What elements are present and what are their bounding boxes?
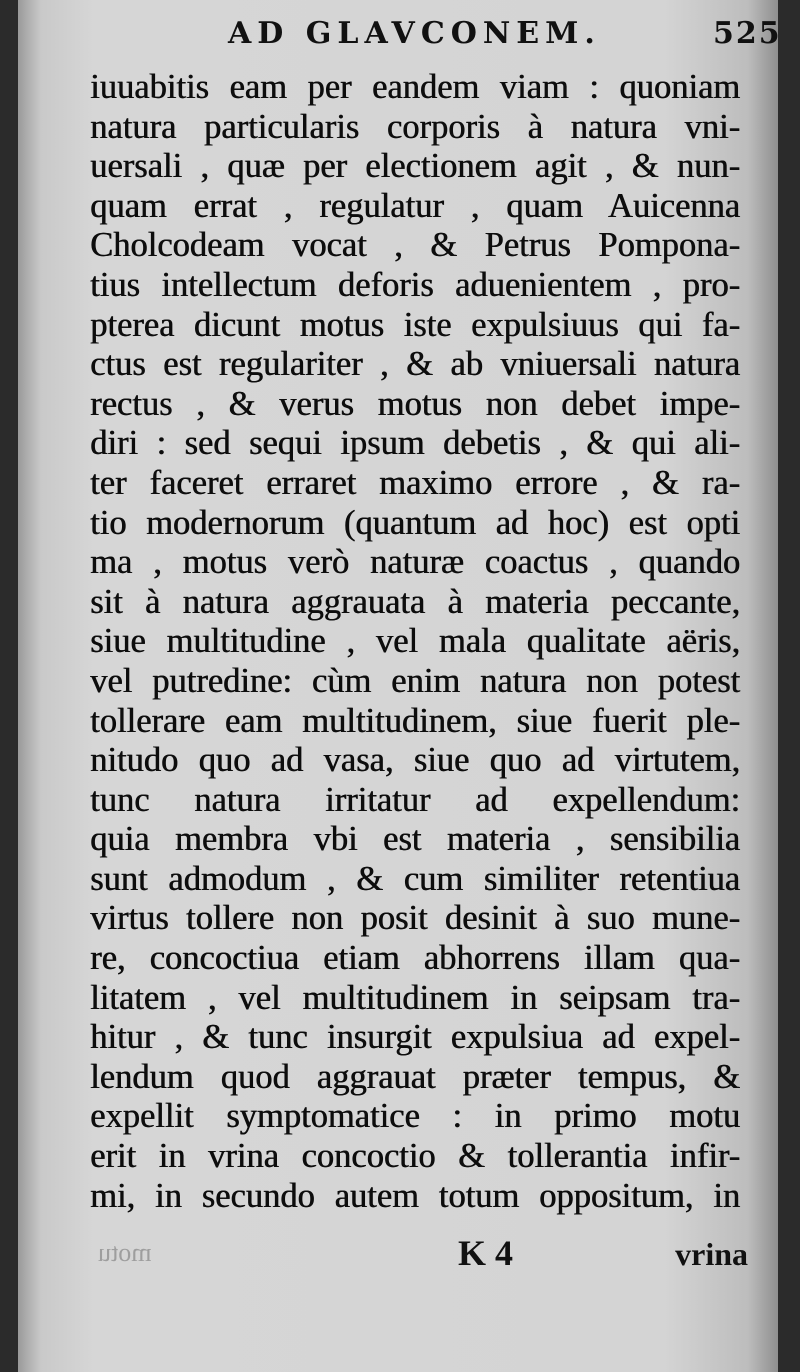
text-line: lendum quod aggrauat præter tempus, &	[90, 1057, 740, 1096]
text-line: quam errat , regulatur , quam Auicenna	[90, 186, 740, 225]
text-line: tio modernorum (quantum ad hoc) est opti	[90, 503, 740, 542]
text-line: sit à natura aggrauata à materia peccante,	[90, 582, 740, 621]
text-line: Cholcodeam vocat , & Petrus Pompona-	[90, 226, 740, 265]
text-line: mi, in secundo autem totum oppositum, in	[90, 1176, 740, 1215]
text-line: siue multitudine , vel mala qualitate aëris,	[90, 622, 740, 661]
text-line: tollerare eam multitudinem, siue fuerit ple-	[90, 701, 740, 740]
text-line: ctus est regulariter , & ab vniuersali natura	[90, 345, 740, 384]
text-line: erit in vrina concoctio & tollerantia infir-	[90, 1137, 740, 1176]
page-footer	[98, 1232, 748, 1282]
text-line: nitudo quo ad vasa, siue quo ad virtutem,	[90, 741, 740, 780]
text-line: virtus tollere non posit desinit à suo mune-	[90, 899, 740, 938]
signature-mark: K 4	[458, 1233, 514, 1273]
book-page	[18, 0, 782, 1372]
text-line: rectus , & verus motus non debet impe-	[90, 384, 740, 423]
page-number: 525	[713, 16, 782, 51]
text-line: ter faceret erraret maximo errore , & ra-	[90, 463, 740, 502]
text-line: quia membra vbi est materia , sensibilia	[90, 820, 740, 859]
text-line: expellit symptomatice : in primo motu	[90, 1097, 740, 1136]
text-line: iuuabitis eam per eandem viam : quoniam	[90, 68, 740, 106]
text-line: vel putredine: cùm enim natura non potest	[90, 661, 740, 700]
running-head: AD GLAVCONEM.	[228, 16, 601, 51]
text-line: natura particularis corporis à natura vni-	[90, 107, 740, 146]
text-line: sunt admodum , & cum similiter retentiua	[90, 859, 740, 898]
bleed-through-text: motu	[98, 1238, 152, 1267]
text-line: litatem , vel multitudinem in seipsam tra-	[90, 978, 740, 1017]
text-line: tunc natura irritatur ad expellendum:	[90, 780, 740, 819]
text-line: uersali , quæ per electionem agit , & nun-	[90, 147, 740, 186]
body-text	[90, 68, 740, 1216]
text-line: re, concoctiua etiam abhorrens illam qua-	[90, 939, 740, 978]
text-line: pterea dicunt motus iste expulsiuus qui fa-	[90, 305, 740, 344]
catchword: vrina	[675, 1236, 748, 1272]
text-line: ma , motus verò naturæ coactus , quando	[90, 543, 740, 582]
text-line: hitur , & tunc insurgit expulsiua ad expel-	[90, 1018, 740, 1057]
text-line: diri : sed sequi ipsum debetis , & qui ali-	[90, 424, 740, 463]
text-line: tius intellectum deforis aduenientem , pro-	[90, 265, 740, 304]
